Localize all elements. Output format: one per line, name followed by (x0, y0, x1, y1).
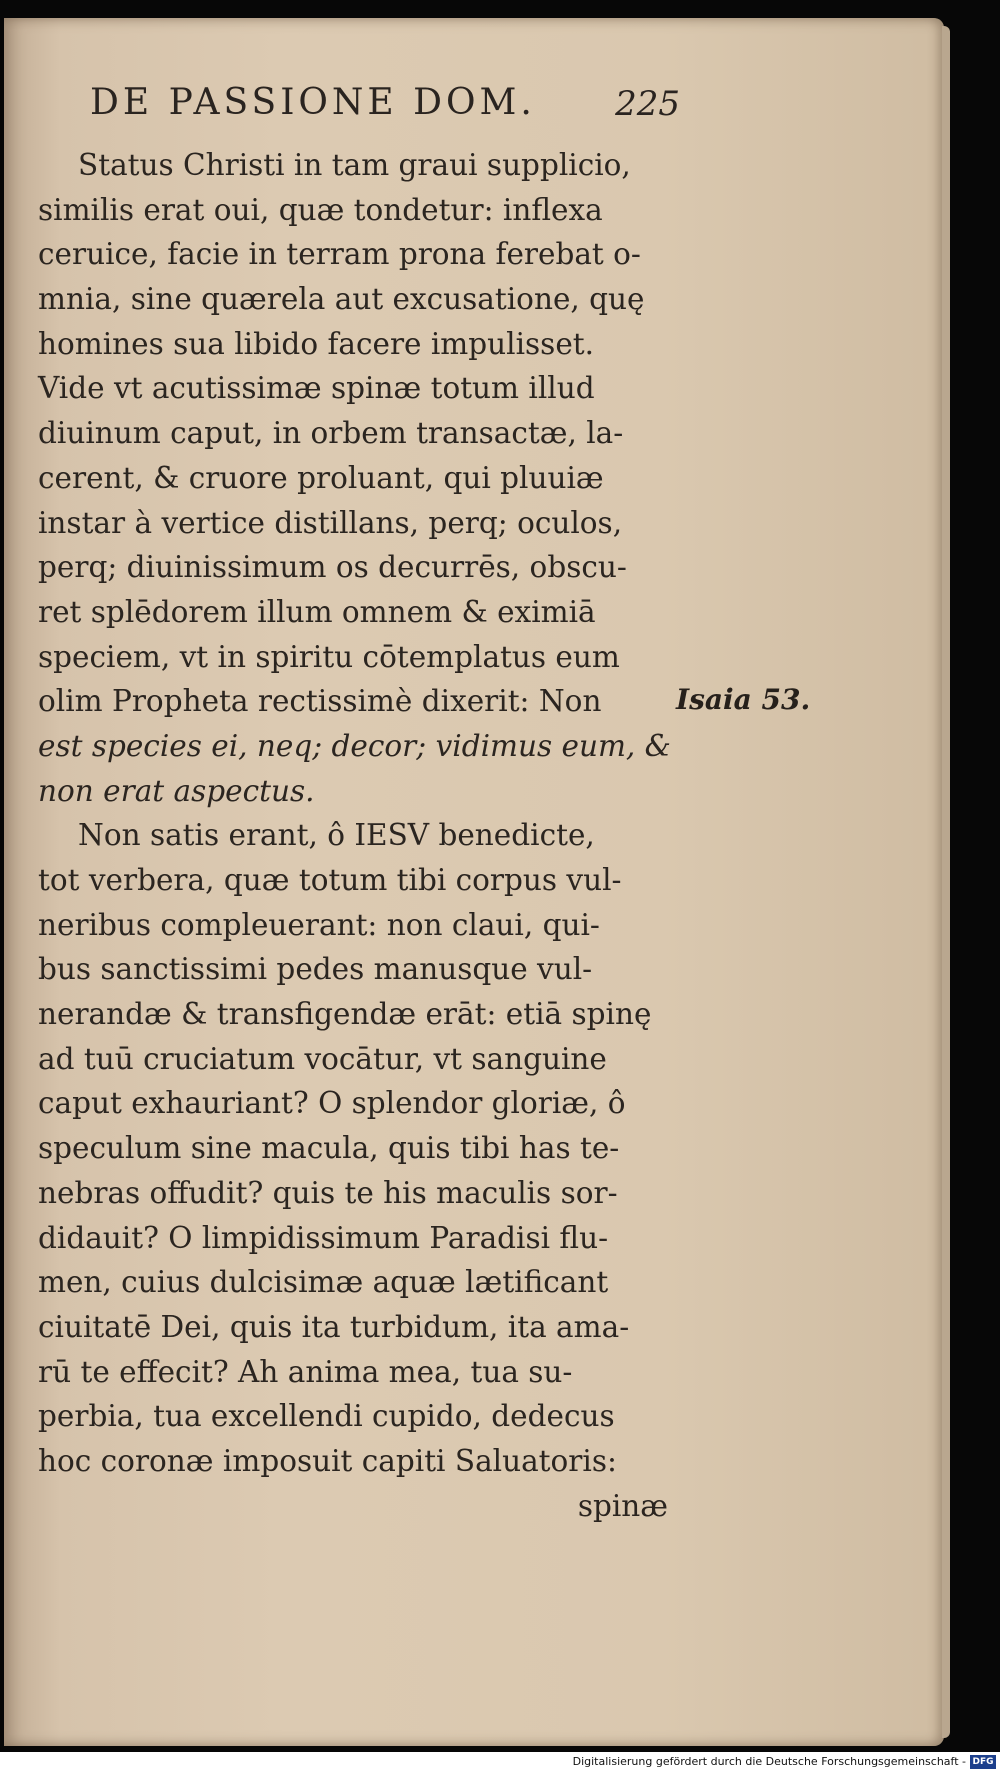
text-line: ciuitatē Dei, quis ita turbidum, ita ama- (38, 1309, 630, 1344)
page-number: 225 (615, 84, 680, 124)
text-line: cerent, & cruore proluant, qui pluuiæ (38, 460, 604, 495)
footer-bar (0, 1752, 1000, 1774)
text-line: Vide vt acutissimæ spinæ totum illud (38, 371, 595, 406)
text-line: didauit? O limpidissimum Paradisi flu- (38, 1220, 609, 1255)
text-line: Non satis erant, ô IESV benedicte, (78, 818, 595, 853)
margin-note: Isaia 53. (676, 683, 811, 716)
text-line: instar à vertice distillans, perq; oculos, (38, 505, 623, 540)
text-line: rū te effecit? Ah anima mea, tua su- (38, 1354, 573, 1389)
running-head-title: DE PASSIONE DOM. (90, 82, 536, 123)
text-line: perbia, tua excellendi cupido, dedecus (38, 1399, 615, 1434)
text-line: mnia, sine quærela aut excusatione, quę (38, 282, 645, 317)
footer-credit: Digitalisierung gefördert durch die Deutsche Forschungsgemeinschaft - (572, 1755, 966, 1768)
body-text (38, 143, 671, 1528)
text-line: neribus compleuerant: non claui, qui- (38, 907, 600, 942)
quotation-line: non erat aspectus. (38, 773, 315, 808)
text-line: speciem, vt in spiritu cōtemplatus eum (38, 639, 620, 674)
text-line: nerandæ & transfigendæ erāt: etiā spinę (38, 997, 652, 1032)
running-head (90, 82, 680, 130)
text-line: bus sanctissimi pedes manusque vul- (38, 952, 593, 987)
text-line: ret splēdorem illum omnem & eximiā (38, 594, 596, 629)
text-line: Status Christi in tam graui supplicio, (78, 148, 631, 182)
text-line: homines sua libido facere impulisset. (38, 326, 595, 361)
text-line: perq; diuinissimum os decurrēs, obscu- (38, 550, 627, 585)
text-line: similis erat oui, quæ tondetur: inflexa (38, 192, 603, 227)
text-line: nebras offudit? quis te his maculis sor- (38, 1175, 618, 1210)
quotation-line: est species ei, neq; decor; vidimus eum, & (38, 728, 671, 763)
catchword: spinæ (577, 1488, 668, 1523)
text-line: diuinum caput, in orbem transactæ, la- (38, 416, 624, 451)
text-line: ceruice, facie in terram prona ferebat o- (38, 237, 641, 272)
text-line: olim Propheta rectissimè dixerit: Non (38, 684, 602, 719)
text-line: speculum sine macula, quis tibi has te- (38, 1131, 620, 1166)
text-line: hoc coronæ imposuit capiti Saluatoris: (38, 1443, 617, 1478)
text-line: tot verbera, quæ totum tibi corpus vul- (38, 863, 622, 897)
text-line: caput exhauriant? O splendor gloriæ, ô (38, 1086, 626, 1121)
text-line: men, cuius dulcisimæ aquæ lætificant (38, 1265, 609, 1300)
dfg-logo-icon: DFG (970, 1755, 996, 1769)
text-line: ad tuū cruciatum vocātur, vt sanguine (38, 1041, 607, 1076)
page-edge (942, 26, 950, 1738)
